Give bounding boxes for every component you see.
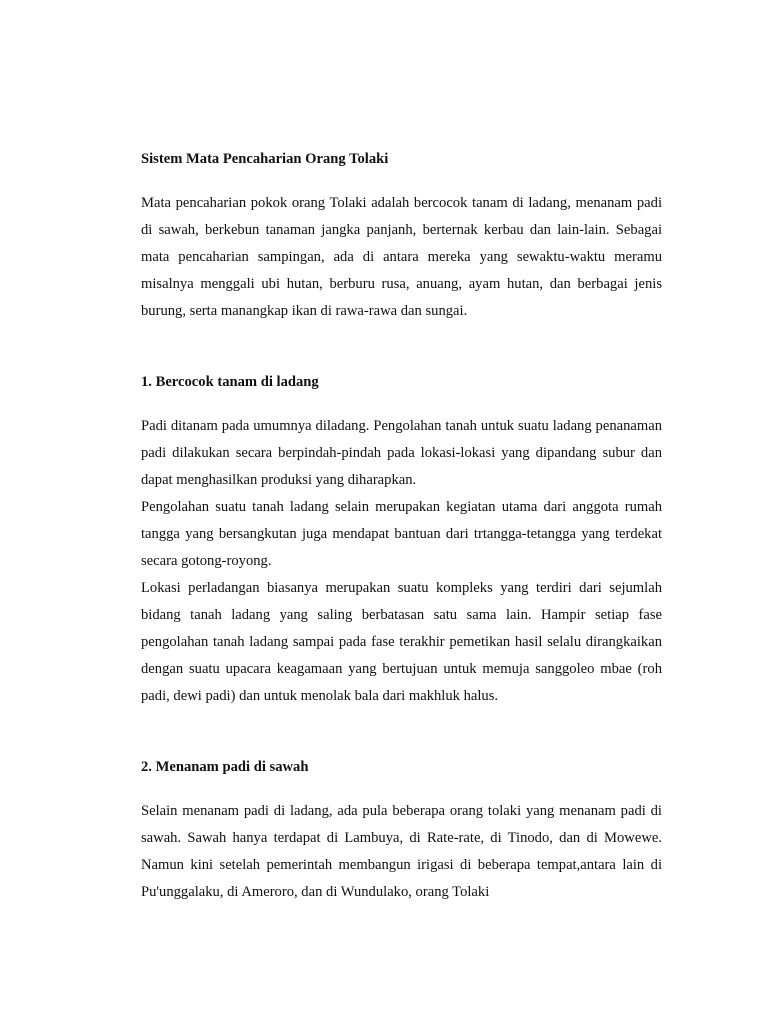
section-1-paragraph-1: Padi ditanam pada umumnya diladang. Pengolahan tanah untuk suatu ladang penanaman padi dilakukan secara berpindah-pindah pada lokasi-lokasi yang dipandang subur dan dapat menghasilkan produksi yang diharapkan. (141, 418, 662, 488)
intro-paragraph: Mata pencaharian pokok orang Tolaki adalah bercocok tanam di ladang, menanam padi di sawah, berkebun tanaman jangka panjanh, berternak kerbau dan lain-lain. Sebagai mata pencaharian sampingan, ada di antara mereka yang sewaktu-waktu meramu misalnya menggali ubi hutan, berburu rusa, anuang, ayam hutan, dan berbagai jenis burung, serta manangkap ikan di rawa-rawa dan sungai. (141, 195, 662, 319)
section-2-paragraph-1: Selain menanam padi di ladang, ada pula beberapa orang tolaki yang menanam padi di sawah. Sawah hanya terdapat di Lambuya, di Rate-rate, di Tinodo, dan di Mowewe. Namun kini setelah pemerintah membangun irigasi di beberapa tempat,antara lain di Pu'unggalaku, di Ameroro, dan di Wundulako, orang Tolaki (141, 803, 662, 900)
document-body (141, 146, 662, 906)
section-heading-2: 2. Menanam padi di sawah (141, 759, 309, 775)
section-1-paragraph-2: Pengolahan suatu tanah ladang selain merupakan kegiatan utama dari anggota rumah tangga yang bersangkutan juga mendapat bantuan dari trtangga-tetangga yang terdekat secara gotong-royong. (141, 499, 662, 569)
section-heading-1: 1. Bercocok tanam di ladang (141, 374, 319, 390)
section-spacer (141, 325, 662, 369)
section-1-paragraph-3: Lokasi perladangan biasanya merupakan suatu kompleks yang terdiri dari sejumlah bidang tanah ladang yang saling berbatasan satu sama lain. Hampir setiap fase pengolahan tanah ladang sampai pada fase terakhir pemetikan hasil selalu dirangkaikan dengan suatu upacara keagamaan yang bertujuan untuk memuja sanggoleo mbae (roh padi, dewi padi) dan untuk menolak bala dari makhluk halus. (141, 580, 662, 704)
page-title: Sistem Mata Pencaharian Orang Tolaki (141, 151, 389, 167)
section-spacer (141, 710, 662, 754)
